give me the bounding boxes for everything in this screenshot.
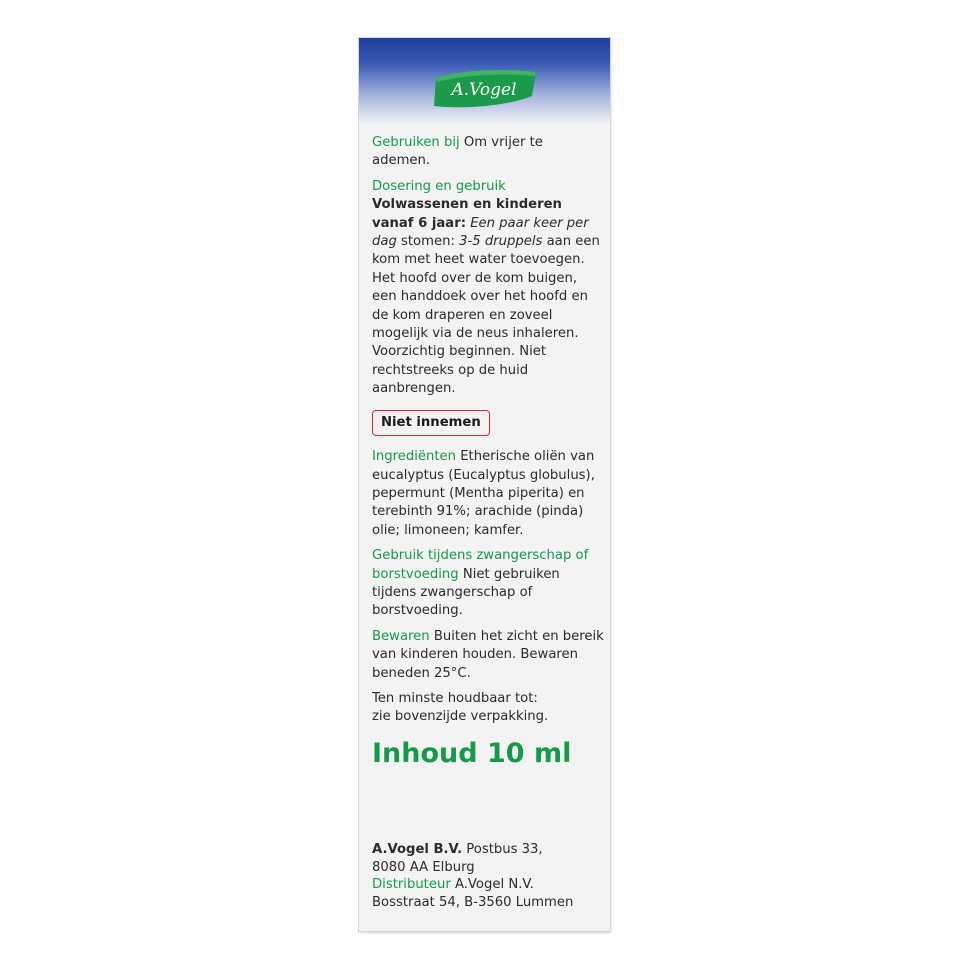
- dosering-bold: Volwassenen en kinderen vanaf 6 jaar:: [372, 197, 562, 231]
- dosering-italic-1: Een paar keer per dag: [372, 215, 589, 250]
- content-volume: Inhoud 10 ml: [372, 738, 572, 769]
- section-houdbaar: [372, 690, 604, 727]
- distributor-address: Bosstraat 54, B-3560 Lummen: [372, 894, 574, 910]
- houdbaar-line-1: Ten minste houdbaar tot:: [372, 690, 538, 706]
- gebruiken-text: Om vrijer te ademen.: [372, 135, 543, 169]
- houdbaar-line-2: zie bovenzijde verpakking.: [372, 709, 549, 725]
- dosering-text-2: aan een kom met heet water toevoegen. Het hoofd over de kom buigen, een handdoek over het hoofd en de kom draperen en zoveel mogelijk via de neus inhaleren. Voorzichtig beginnen. Niet rechtstreeks op de huid aanbrengen.: [372, 234, 600, 397]
- dosering-heading: Dosering en gebruik: [372, 178, 506, 194]
- section-bewaren: [372, 628, 604, 683]
- company-name: A.Vogel B.V.: [372, 842, 463, 857]
- company-address-2: 8080 AA Elburg: [372, 859, 475, 875]
- zwangerschap-text: Niet gebruiken tijdens zwangerschap of borstvoeding.: [372, 566, 560, 619]
- bewaren-text: Buiten het zicht en bereik van kinderen houden. Bewaren beneden 25°C.: [372, 628, 604, 681]
- manufacturer-footer: [372, 841, 604, 911]
- product-label-panel: [359, 38, 610, 931]
- section-gebruiken: [372, 134, 604, 171]
- avogel-logo: [432, 66, 538, 110]
- ingredienten-heading: Ingrediënten: [372, 449, 457, 465]
- dosering-text-1: stomen:: [396, 234, 460, 250]
- warning-badge: Niet innemen: [372, 410, 490, 436]
- label-content: [372, 134, 604, 734]
- section-dosering: [372, 178, 604, 399]
- distributor-name: A.Vogel N.V.: [450, 877, 534, 893]
- gebruiken-heading: Gebruiken bij: [372, 135, 460, 150]
- section-ingredienten: [372, 448, 604, 540]
- zwangerschap-heading: Gebruik tijdens zwangerschap of borstvoeding: [372, 548, 589, 582]
- section-zwangerschap: [372, 547, 604, 621]
- distributor-label: Distributeur: [372, 877, 451, 893]
- bewaren-heading: Bewaren: [372, 628, 430, 644]
- company-address-1: Postbus 33,: [462, 842, 543, 857]
- dosering-italic-2: 3-5 druppels: [459, 234, 543, 250]
- ingredienten-text: Etherische oliën van eucalyptus (Eucalyptus globulus), pepermunt (Mentha piperita) en terebinth 91%; arachide (pinda) olie; limoneen; kamfer.: [372, 449, 595, 538]
- logo-text: A.Vogel: [451, 80, 517, 100]
